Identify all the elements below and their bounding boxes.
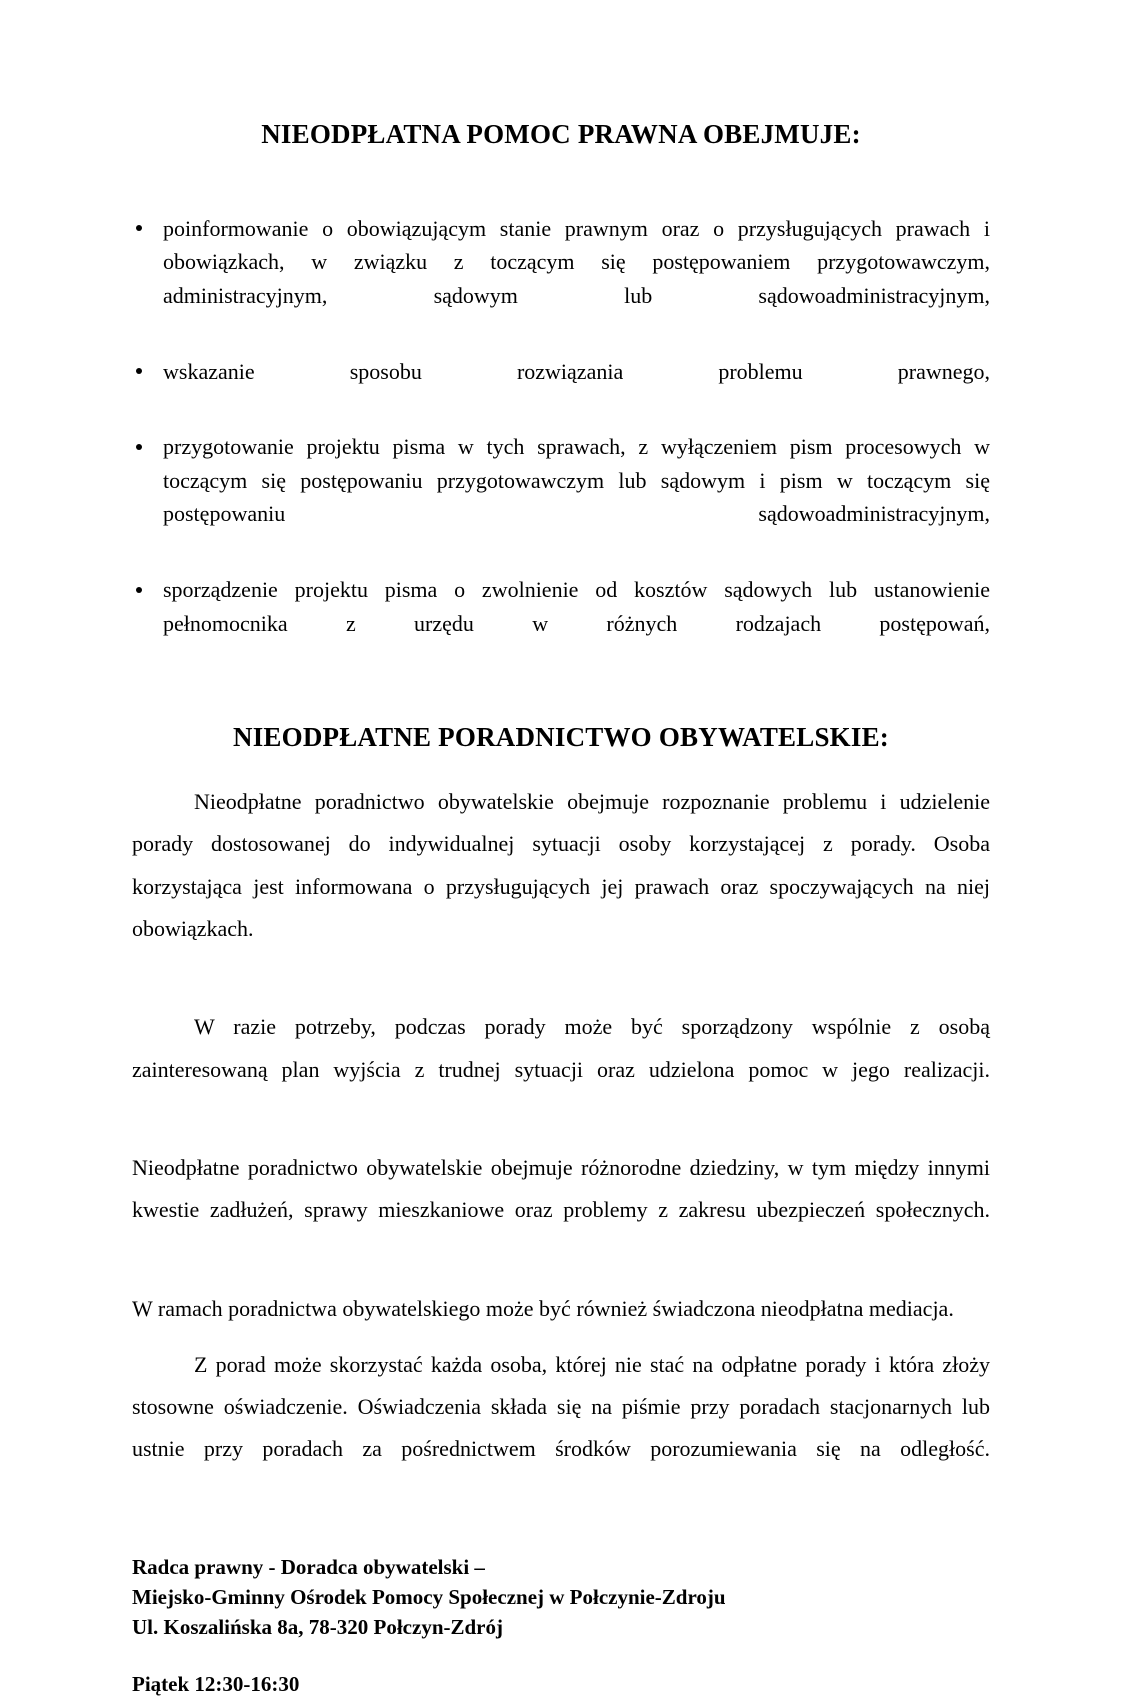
list-item-text: sporządzenie projektu pisma o zwolnienie od kosztów sądowych lub ustanowienie pełnomocnika z urzędu w różnych rodzajach postępowań, (163, 577, 990, 636)
list-item-text: wskazanie sposobu rozwiązania problemu prawnego, (163, 358, 990, 384)
list-item (132, 355, 990, 422)
office-hours (132, 1670, 990, 1700)
paragraph-free-mediation: W ramach poradnictwa obywatelskiego może być również świadczona nieodpłatna mediacja. (132, 1295, 954, 1321)
list-item (132, 212, 990, 346)
bullet-dot-icon (136, 368, 142, 374)
bullet-dot-icon (136, 587, 142, 593)
office-hours-text: Piątek 12:30-16:30 (132, 1672, 300, 1697)
list-item (132, 430, 990, 564)
legal-aid-scope-list (132, 212, 990, 674)
paragraph-action-plan: W razie potrzeby, podczas porady może być sporządzony wspólnie z osobą zainteresowaną plan wyjścia z trudnej sytuacji oraz udzielona pomoc w jego realizacji. (132, 1014, 990, 1082)
page-title: NIEODPŁATNA POMOC PRAWNA OBEJMUJE: (261, 119, 861, 149)
contact-institution: Miejsko-Gminny Ośrodek Pomocy Społecznej w Połczynie-Zdroju (132, 1584, 726, 1609)
section-title-citizen-counselling: NIEODPŁATNE PORADNICTWO OBYWATELSKIE: (233, 722, 889, 753)
paragraph-counselling-scope: Nieodpłatne poradnictwo obywatelskie obejmuje rozpoznanie problemu i udzielenie porady dostosowanej do indywidualnej sytuacji osoby korzystającej z porady. Osoba korzystająca jest informowana o przysługujących jej prawach oraz spoczywających na niej obowiązkach. (132, 789, 990, 941)
bullet-dot-icon (136, 444, 142, 450)
document-content (132, 118, 990, 1700)
contact-address: Ul. Koszalińska 8a, 78-320 Połczyn-Zdrój (132, 1614, 503, 1639)
main-heading-wrapper (132, 118, 990, 152)
paragraph-counselling-areas: Nieodpłatne poradnictwo obywatelskie obejmuje różnorodne dziedziny, w tym między innymi kwestie zadłużeń, sprawy mieszkaniowe oraz problemy z zakresu ubezpieczeń społecznych. (132, 1155, 990, 1223)
list-item-text: przygotowanie projektu pisma w tych sprawach, z wyłączeniem pism procesowych w toczącym się postępowaniu przygotowawczym lub sądowym i pism w toczącym się postępowaniu sądowoadministracyjnym, (163, 434, 990, 527)
list-item-text: poinformowanie o obowiązującym stanie prawnym oraz o przysługujących prawach i obowiązkach, w związku z toczącym się postępowaniem przygotowawczym, administracyjnym, sądowym lub sądowoadministracyjnym, (163, 215, 990, 308)
bullet-dot-icon (136, 225, 142, 231)
list-item (132, 573, 990, 673)
contact-block (132, 1553, 990, 1642)
contact-role: Radca prawny - Doradca obywatelski – (132, 1554, 485, 1579)
secondary-heading-wrapper (132, 721, 990, 755)
paragraph-eligibility: Z porad może skorzystać każda osoba, której nie stać na odpłatne porady i która złoży stosowne oświadczenie. Oświadczenia składa się na piśmie przy poradach stacjonarnych lub ustnie przy poradach za pośrednictwem środków porozumiewania się na odległość. (132, 1352, 990, 1462)
